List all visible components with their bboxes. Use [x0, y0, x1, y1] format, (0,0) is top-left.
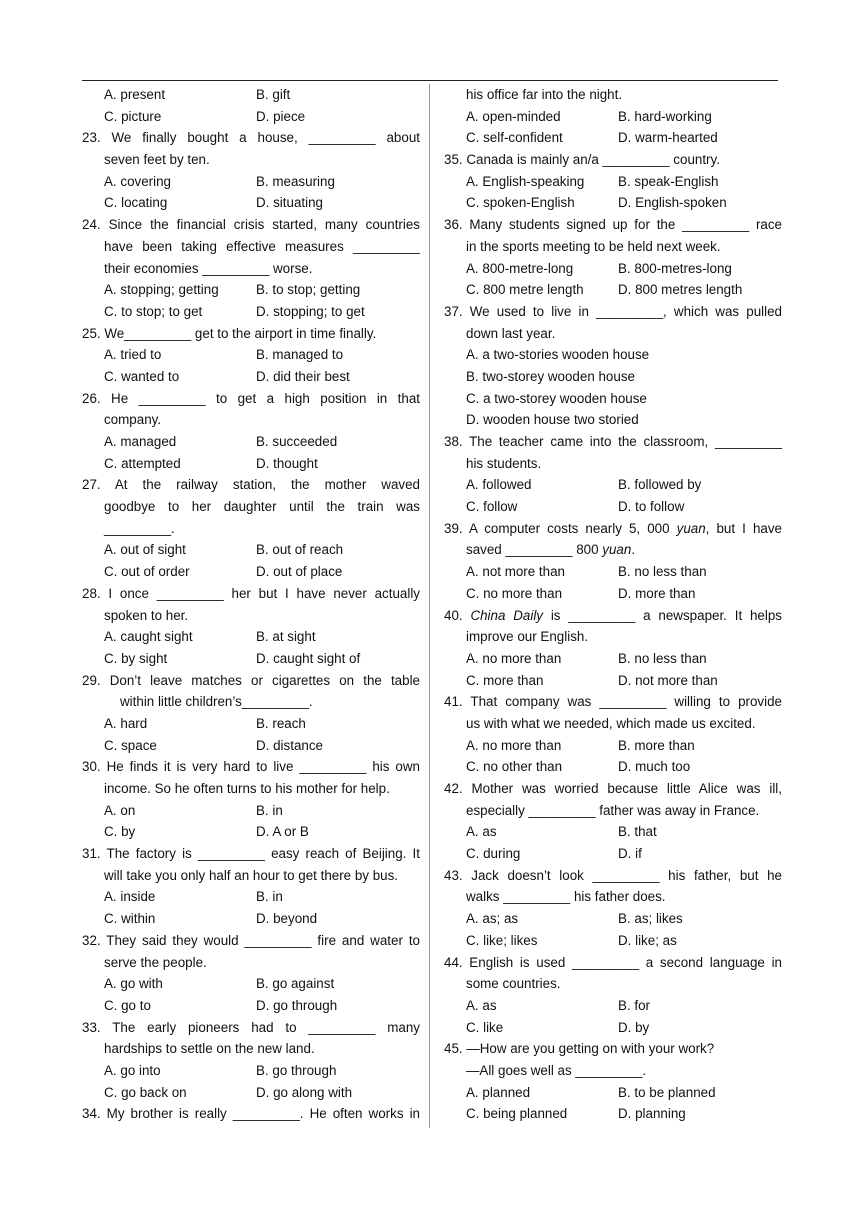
answer-option: D. did their best [256, 368, 350, 384]
answer-option: C. out of order [104, 564, 190, 580]
answer-option: D. caught sight of [256, 650, 361, 666]
answer-options-row [82, 648, 420, 670]
question-continuation [444, 539, 782, 561]
question-text: 37. We used to live in _________, which was pulled [444, 303, 782, 319]
answer-option: C. like [466, 1019, 504, 1035]
answer-option: B. to stop; getting [256, 282, 361, 298]
answer-option: A. managed [104, 434, 177, 449]
answer-options-row [82, 279, 420, 301]
question-text: 28. I once _________ her but I have never actually [82, 585, 420, 601]
answer-option: D. out of place [256, 564, 343, 580]
question-text [444, 518, 782, 540]
answer-options-row [82, 973, 420, 995]
answer-option: B. as; likes [618, 911, 683, 927]
answer-option: C. locating [104, 195, 168, 211]
question-text-part: is _________ a newspaper. It helps [543, 607, 782, 623]
answer-option: C. more than [466, 672, 544, 688]
answer-option: B. no less than [618, 564, 707, 580]
answer-options-row [444, 670, 782, 692]
answer-options-row [444, 127, 782, 149]
question-text [444, 605, 782, 627]
question-continuation: —All goes well as _________. [466, 1062, 647, 1078]
answer-options-row [82, 366, 420, 388]
answer-option: B. hard-working [618, 108, 712, 124]
answer-options-row [82, 106, 420, 128]
question-text: 29. Don’t leave matches or cigarettes on the table [82, 672, 420, 688]
answer-option: B. more than [618, 737, 695, 753]
answer-options-row [444, 908, 782, 930]
answer-options-row [82, 821, 420, 843]
question-continuation: his office far into the night. [466, 87, 623, 102]
answer-option: B. go against [256, 976, 335, 992]
question-text: 38. The teacher came into the classroom, _________ [444, 434, 782, 449]
column-divider [429, 84, 430, 1128]
question-continuation: improve our English. [466, 629, 589, 645]
answer-option: A. no more than [466, 650, 562, 666]
answer-options-row [444, 171, 782, 193]
question-continuation: their economies _________ worse. [104, 260, 313, 276]
answer-option: C. being planned [466, 1106, 568, 1122]
question-text: 33. The early pioneers had to _________ many [82, 1019, 420, 1035]
answer-options-row [444, 756, 782, 778]
answer-option: C. picture [104, 108, 162, 124]
question-text-part: . [631, 542, 636, 558]
answer-option: A. planned [466, 1084, 531, 1100]
answer-options-row [444, 279, 782, 301]
answer-option: D. go along with [256, 1084, 353, 1100]
answer-option: C. wanted to [104, 368, 180, 384]
answer-options-row [444, 1082, 782, 1104]
answer-option: B. 800-metres-long [618, 260, 732, 276]
answer-option: D. thought [256, 455, 318, 471]
answer-option: A. followed [466, 477, 532, 493]
answer-options-row [444, 496, 782, 518]
answer-option: D. English-spoken [618, 195, 727, 211]
answer-options-row [444, 258, 782, 280]
answer-options-row [444, 106, 782, 128]
answer-option: D. warm-hearted [618, 130, 718, 146]
question-text: 36. Many students signed up for the _________ race [444, 217, 782, 233]
answer-option: B. that [618, 824, 657, 840]
answer-option: B. reach [256, 715, 306, 731]
question-text-part: saved _________ 800 [466, 542, 603, 558]
answer-options-row [82, 431, 420, 453]
answer-option: A. covering [104, 173, 171, 189]
question-text: 42. Mother was worried because little Alice was ill, [444, 781, 782, 796]
question-continuation: down last year. [466, 325, 556, 341]
question-continuation: company. [104, 412, 162, 428]
answer-option: D. stopping; to get [256, 303, 365, 319]
answer-options-row [444, 561, 782, 583]
answer-option: A. 800-metre-long [466, 260, 574, 276]
question-continuation: spoken to her. [104, 607, 189, 623]
answer-options-row [82, 1060, 420, 1082]
answer-option: B. measuring [256, 173, 335, 189]
answer-option: B. in [256, 889, 283, 905]
answer-option: C. no more than [466, 585, 563, 601]
answer-option: D. beyond [256, 911, 318, 927]
answer-options-row [82, 84, 420, 106]
italic-term: yuan [602, 542, 632, 558]
answer-option: D. A or B [256, 824, 309, 840]
answer-options-row [82, 301, 420, 323]
answer-options-row [82, 800, 420, 822]
answer-option: A. caught sight [104, 629, 193, 645]
answer-options-row [444, 1103, 782, 1125]
answer-option: A. go into [104, 1062, 161, 1078]
answer-option: B. no less than [618, 650, 707, 666]
question-continuation: serve the people. [104, 954, 207, 970]
question-text: 30. He finds it is very hard to live _________ his own [82, 759, 420, 775]
question-continuation: us with what we needed, which made us excited. [466, 715, 756, 731]
answer-options-row [82, 344, 420, 366]
answer-option: B. managed to [256, 347, 344, 363]
question-text-part: 39. A computer costs nearly 5, 000 [444, 520, 677, 536]
answer-option: A. go with [104, 976, 163, 992]
question-text: 35. Canada is mainly an/a _________ country. [444, 152, 720, 168]
question-text: 24. Since the financial crisis started, many countries [82, 217, 420, 233]
answer-option: D. go through [256, 997, 338, 1013]
question-text: 45. —How are you getting on with your work? [444, 1041, 715, 1057]
right-column [444, 84, 782, 1125]
answer-option: C. self-confident [466, 130, 563, 146]
answer-option: B. at sight [256, 629, 316, 645]
answer-option: A. open-minded [466, 108, 561, 124]
answer-option: A. as [466, 997, 497, 1013]
answer-options-row [82, 192, 420, 214]
answer-option: B. for [618, 997, 650, 1013]
question-continuation: will take you only half an hour to get there by bus. [104, 867, 399, 883]
answer-option: B. followed by [618, 477, 702, 493]
question-continuation: his students. [466, 455, 542, 471]
answer-options-row [82, 626, 420, 648]
answer-option: C. by sight [104, 650, 168, 666]
answer-option: C. to stop; to get [104, 303, 203, 319]
question-text: 31. The factory is _________ easy reach of Beijing. It [82, 846, 420, 862]
answer-option: B. out of reach [256, 542, 344, 558]
answer-option: C. no other than [466, 759, 563, 775]
answer-options-row [444, 735, 782, 757]
answer-options-row [82, 561, 420, 583]
answer-options-row [82, 453, 420, 475]
answer-option: C. spoken-English [466, 195, 575, 211]
question-text: 43. Jack doesn’t look _________ his father, but he [444, 867, 782, 883]
answer-option: D. situating [256, 195, 323, 211]
question-continuation: _________. [104, 520, 175, 536]
answer-option: A. present [104, 87, 166, 102]
answer-option: A. English-speaking [466, 173, 585, 189]
answer-options-row [82, 995, 420, 1017]
answer-option: D. distance [256, 737, 323, 753]
question-continuation: seven feet by ten. [104, 152, 210, 168]
question-continuation: within little children’s_________. [120, 694, 313, 710]
answer-options-row [82, 886, 420, 908]
question-text: 32. They said they would _________ fire and water to [82, 932, 420, 948]
answer-option: A. tried to [104, 347, 162, 363]
answer-options-row [444, 843, 782, 865]
answer-option: C. attempted [104, 455, 181, 471]
answer-options-row [82, 908, 420, 930]
question-continuation: some countries. [466, 976, 561, 992]
answer-option: C. space [104, 737, 157, 753]
italic-term: China Daily [470, 607, 544, 623]
question-continuation: walks _________ his father does. [466, 889, 666, 905]
question-text: 27. At the railway station, the mother waved [82, 477, 420, 493]
answer-option: D. 800 metres length [618, 282, 743, 298]
question-text: 44. English is used _________ a second language in [444, 954, 782, 970]
answer-option: A. as [466, 824, 497, 840]
question-text-part: , but I have [705, 520, 782, 536]
answer-option: D. by [618, 1019, 650, 1035]
question-continuation: income. So he often turns to his mother for help. [104, 781, 390, 796]
answer-option: C. during [466, 846, 521, 862]
answer-option: C. by [104, 824, 136, 840]
question-continuation: in the sports meeting to be held next week. [466, 238, 721, 254]
question-continuation: B. two-storey wooden house [466, 368, 635, 384]
answer-option: C. within [104, 911, 156, 927]
answer-option: B. speak-English [618, 173, 719, 189]
question-text-part: 40. [444, 607, 471, 623]
answer-option: A. on [104, 802, 136, 818]
question-continuation: C. a two-storey wooden house [466, 390, 647, 406]
question-continuation: especially _________ father was away in France. [466, 802, 760, 818]
answer-option: A. not more than [466, 564, 565, 580]
answer-option: A. as; as [466, 911, 519, 927]
answer-option: C. 800 metre length [466, 282, 584, 298]
question-continuation: have been taking effective measures _________ [104, 238, 420, 254]
answer-option: B. go through [256, 1062, 337, 1078]
answer-option: B. to be planned [618, 1084, 716, 1100]
question-text: 34. My brother is really _________. He often works in [82, 1106, 420, 1122]
question-continuation: goodbye to her daughter until the train was [104, 499, 420, 515]
question-text: 41. That company was _________ willing to provide [444, 694, 782, 710]
answer-option: A. inside [104, 889, 156, 905]
answer-options-row [82, 171, 420, 193]
answer-options-row [444, 1017, 782, 1039]
answer-option: D. if [618, 846, 642, 862]
question-continuation: hardships to settle on the new land. [104, 1041, 315, 1057]
answer-options-row [82, 539, 420, 561]
answer-option: C. go to [104, 997, 151, 1013]
answer-option: C. follow [466, 499, 518, 515]
answer-option: B. gift [256, 87, 291, 102]
answer-options-row [82, 713, 420, 735]
answer-option: B. in [256, 802, 283, 818]
answer-option: D. much too [618, 759, 691, 775]
answer-options-row [444, 192, 782, 214]
answer-option: A. no more than [466, 737, 562, 753]
answer-option: D. to follow [618, 499, 685, 515]
answer-options-row [82, 1082, 420, 1104]
left-column [82, 84, 420, 1125]
answer-option: A. out of sight [104, 542, 186, 558]
italic-term: yuan [676, 520, 706, 536]
answer-option: C. go back on [104, 1084, 187, 1100]
answer-option: D. planning [618, 1106, 686, 1122]
answer-option: D. not more than [618, 672, 718, 688]
answer-option: D. piece [256, 108, 306, 124]
answer-option: D. like; as [618, 932, 677, 948]
answer-options-row [444, 821, 782, 843]
question-text: 23. We finally bought a house, _________ about [82, 130, 420, 146]
answer-option: C. like; likes [466, 932, 538, 948]
answer-option: D. more than [618, 585, 696, 601]
question-text: 26. He _________ to get a high position in that [82, 390, 420, 406]
answer-options-row [444, 930, 782, 952]
top-rule [82, 80, 778, 81]
answer-options-row [82, 735, 420, 757]
answer-options-row [444, 995, 782, 1017]
question-text: 25. We_________ get to the airport in time finally. [82, 325, 377, 341]
question-continuation: D. wooden house two storied [466, 412, 639, 428]
question-continuation: A. a two-stories wooden house [466, 347, 650, 363]
answer-option: A. hard [104, 715, 148, 731]
answer-options-row [444, 583, 782, 605]
answer-option: A. stopping; getting [104, 282, 219, 298]
answer-options-row [444, 648, 782, 670]
answer-options-row [444, 474, 782, 496]
answer-option: B. succeeded [256, 434, 338, 449]
